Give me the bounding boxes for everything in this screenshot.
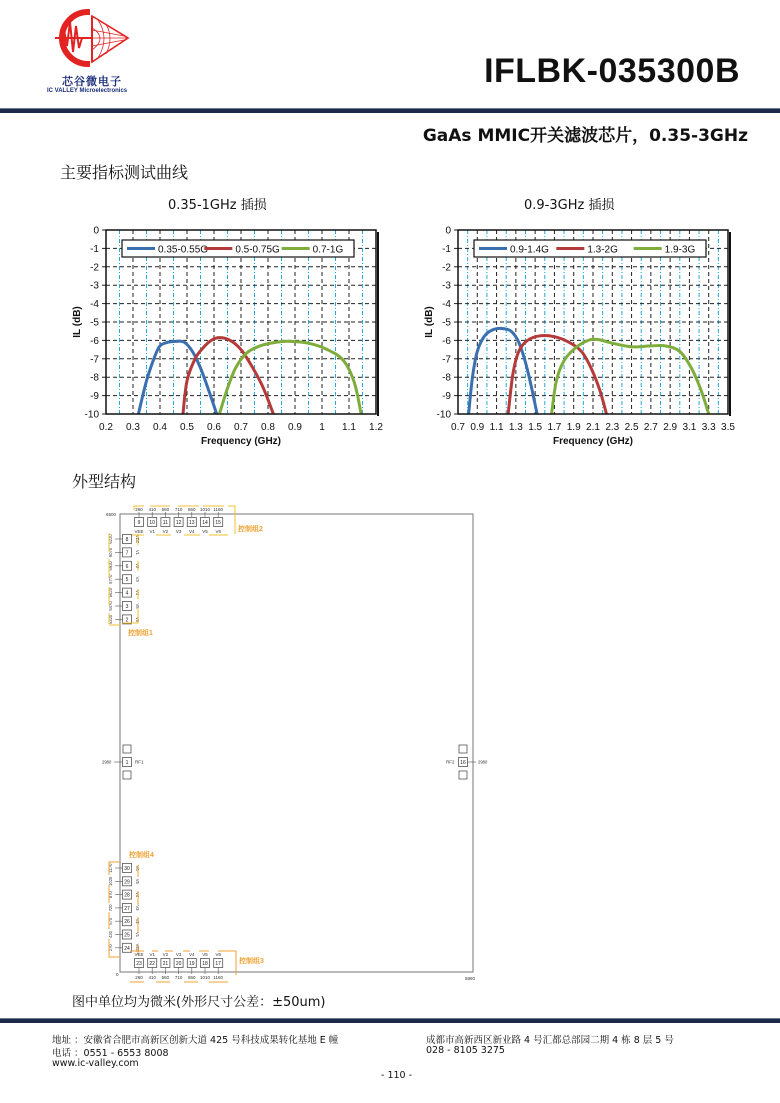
svg-text:VEE: VEE (134, 952, 144, 957)
svg-text:420: 420 (108, 931, 113, 938)
svg-text:V2: V2 (162, 952, 169, 957)
svg-text:0.7: 0.7 (451, 422, 465, 433)
svg-text:5: 5 (125, 577, 129, 584)
svg-text:-5: -5 (442, 317, 451, 329)
svg-text:410: 410 (148, 975, 156, 980)
svg-text:0.7: 0.7 (234, 422, 248, 433)
svg-text:-7: -7 (442, 354, 451, 366)
svg-text:控制组1: 控制组1 (128, 630, 153, 637)
svg-text:0.7-1G: 0.7-1G (312, 244, 344, 256)
svg-text:24: 24 (124, 945, 130, 952)
svg-text:17: 17 (215, 961, 221, 967)
svg-text:-2: -2 (442, 262, 451, 274)
svg-text:22: 22 (149, 961, 155, 967)
page-number: - 110 - (381, 1070, 413, 1081)
svg-text:1: 1 (125, 760, 129, 766)
svg-text:18: 18 (202, 961, 208, 967)
svg-text:870: 870 (108, 891, 113, 899)
svg-text:26: 26 (124, 919, 130, 926)
svg-text:2980: 2980 (478, 759, 488, 765)
svg-text:V1: V1 (149, 952, 155, 957)
address-chengdu: 成都市高新西区新业路 4 号汇都总部园二期 4 栋 8 层 5 号 (426, 1035, 674, 1046)
svg-text:0.9: 0.9 (470, 422, 485, 433)
svg-text:2.7: 2.7 (643, 422, 658, 433)
svg-text:V2: V2 (135, 563, 140, 569)
svg-text:1.3: 1.3 (508, 422, 523, 433)
svg-text:2: 2 (125, 617, 129, 624)
svg-text:V4: V4 (135, 590, 140, 596)
svg-text:27: 27 (124, 905, 130, 912)
curves-section-title: 主要指标测试曲线 (60, 163, 189, 182)
svg-text:0.9: 0.9 (288, 422, 302, 433)
svg-text:V6: V6 (215, 952, 221, 957)
svg-text:V6: V6 (215, 529, 221, 534)
svg-text:10: 10 (149, 520, 155, 526)
chip-outline-drawing (100, 505, 490, 983)
svg-text:V6: V6 (135, 865, 140, 871)
footer-divider (0, 1018, 780, 1023)
svg-text:V3: V3 (135, 905, 140, 911)
svg-text:7: 7 (125, 550, 129, 557)
svg-text:V4: V4 (189, 952, 195, 957)
svg-text:0: 0 (93, 225, 99, 237)
svg-text:1160: 1160 (213, 507, 224, 512)
svg-text:21: 21 (162, 961, 169, 967)
svg-text:30: 30 (124, 866, 130, 872)
svg-text:5770: 5770 (108, 574, 113, 584)
svg-text:1: 1 (319, 422, 325, 433)
svg-text:2.3: 2.3 (605, 422, 620, 433)
svg-text:1170: 1170 (108, 863, 113, 873)
svg-text:VEE: VEE (135, 943, 140, 952)
svg-text:9: 9 (137, 520, 141, 526)
svg-text:3.3: 3.3 (701, 422, 716, 433)
svg-text:-4: -4 (442, 299, 451, 311)
svg-text:1.5: 1.5 (528, 422, 543, 433)
svg-text:VEE: VEE (134, 529, 144, 534)
svg-text:0.5: 0.5 (180, 422, 194, 433)
svg-text:-5: -5 (90, 317, 99, 329)
svg-text:15: 15 (215, 520, 221, 526)
svg-text:3.1: 3.1 (682, 422, 697, 433)
svg-text:-9: -9 (90, 391, 99, 403)
svg-text:0: 0 (445, 225, 451, 237)
svg-text:1.1: 1.1 (342, 422, 356, 433)
svg-text:V5: V5 (135, 603, 140, 609)
svg-text:-10: -10 (84, 409, 99, 421)
svg-text:-1: -1 (442, 243, 451, 255)
svg-text:19: 19 (189, 961, 195, 967)
part-number: IFLBK-035300B (484, 52, 740, 90)
svg-text:860: 860 (188, 975, 196, 980)
svg-text:V3: V3 (175, 952, 182, 957)
svg-text:0: 0 (116, 972, 119, 977)
svg-text:V2: V2 (135, 918, 140, 924)
svg-text:260: 260 (135, 975, 143, 980)
chart2-title: 0.9-3GHz 插损 (524, 198, 615, 213)
svg-text:Frequency (GHz): Frequency (GHz) (200, 436, 282, 447)
svg-text:1.1: 1.1 (489, 422, 504, 433)
svg-text:0.35-0.55G: 0.35-0.55G (158, 244, 209, 256)
svg-text:0.4: 0.4 (153, 422, 167, 433)
svg-text:控制组2: 控制组2 (238, 526, 263, 533)
svg-text:0.5-0.75G: 0.5-0.75G (235, 244, 280, 256)
chart-il-low-band (70, 220, 390, 455)
svg-text:-3: -3 (90, 280, 99, 292)
svg-text:0.3: 0.3 (126, 422, 140, 433)
phone-hefei: 电话 ：0551 - 6553 8008 (52, 1048, 169, 1059)
svg-text:V1: V1 (135, 549, 140, 555)
svg-text:-9: -9 (442, 391, 451, 403)
svg-text:1010: 1010 (199, 975, 211, 980)
svg-text:28: 28 (124, 892, 130, 899)
svg-text:-10: -10 (436, 409, 451, 421)
outline-section-title: 外型结构 (72, 472, 137, 491)
phone-chengdu: 028 - 8105 3275 (426, 1045, 505, 1056)
svg-text:V5: V5 (135, 878, 140, 884)
svg-text:560: 560 (161, 507, 170, 512)
svg-text:6500: 6500 (106, 512, 117, 517)
svg-text:1.2: 1.2 (369, 422, 383, 433)
svg-text:2.5: 2.5 (624, 422, 639, 433)
svg-text:1160: 1160 (213, 975, 224, 980)
chart1-title: 0.35-1GHz 插损 (168, 198, 267, 213)
website-link[interactable]: www.ic-valley.com (52, 1058, 139, 1069)
svg-text:2.9: 2.9 (663, 422, 678, 433)
svg-text:-2: -2 (90, 262, 99, 274)
svg-text:5620: 5620 (108, 587, 113, 598)
svg-text:1.3-2G: 1.3-2G (587, 244, 618, 256)
svg-text:1020: 1020 (108, 876, 113, 886)
svg-text:5860: 5860 (465, 976, 476, 981)
svg-text:3: 3 (125, 604, 129, 610)
svg-text:720: 720 (108, 904, 113, 912)
svg-text:2.1: 2.1 (586, 422, 600, 433)
svg-text:VEE: VEE (135, 534, 140, 544)
logo-cn-text: 芯谷微电子 (62, 75, 122, 88)
svg-text:860: 860 (188, 507, 196, 512)
svg-text:-8: -8 (90, 372, 99, 384)
svg-text:V6: V6 (135, 616, 140, 622)
svg-text:-3: -3 (442, 280, 451, 292)
logo-en-text: IC VALLEY Microelectronics (47, 88, 128, 94)
svg-text:-6: -6 (442, 335, 451, 347)
product-subtitle: GaAs MMIC开关滤波芯片，0.35-3GHz (422, 126, 748, 146)
svg-text:710: 710 (174, 507, 183, 512)
svg-text:6: 6 (125, 563, 129, 570)
svg-text:V4: V4 (189, 529, 195, 534)
svg-text:560: 560 (161, 975, 170, 980)
svg-text:1.9-3G: 1.9-3G (664, 244, 696, 256)
svg-text:5320: 5320 (108, 614, 113, 625)
svg-text:16: 16 (460, 760, 466, 766)
svg-text:0.6: 0.6 (207, 422, 221, 433)
svg-text:控制组3: 控制组3 (239, 958, 264, 965)
units-note: 图中单位均为微米(外形尺寸公差：±50um) (72, 995, 326, 1010)
svg-text:570: 570 (108, 917, 113, 925)
svg-text:14: 14 (202, 520, 208, 526)
svg-text:Frequency (GHz): Frequency (GHz) (552, 436, 634, 447)
svg-text:1.9: 1.9 (566, 422, 581, 433)
svg-text:RF1: RF1 (135, 759, 144, 765)
svg-text:-4: -4 (90, 299, 99, 311)
svg-text:IL (dB): IL (dB) (72, 306, 83, 338)
svg-text:控制组4: 控制组4 (129, 852, 154, 859)
svg-text:0.2: 0.2 (99, 422, 113, 433)
svg-text:V3: V3 (175, 529, 182, 534)
svg-text:5920: 5920 (108, 561, 113, 571)
chart-il-high-band (412, 220, 752, 455)
svg-text:V5: V5 (202, 529, 208, 534)
svg-text:-8: -8 (442, 372, 451, 384)
svg-text:V1: V1 (135, 931, 140, 938)
svg-text:23: 23 (136, 961, 142, 967)
svg-text:12: 12 (175, 520, 182, 526)
svg-text:5470: 5470 (108, 601, 113, 611)
svg-text:6070: 6070 (108, 547, 113, 558)
svg-text:-7: -7 (90, 354, 99, 366)
svg-text:0.8: 0.8 (261, 422, 275, 433)
svg-text:8: 8 (125, 537, 129, 543)
header-divider (0, 108, 780, 113)
svg-text:410: 410 (148, 507, 156, 512)
svg-text:RF2: RF2 (446, 759, 455, 765)
svg-text:270: 270 (108, 944, 113, 952)
svg-text:260: 260 (135, 507, 143, 512)
svg-text:V3: V3 (135, 576, 140, 582)
svg-text:-1: -1 (90, 243, 99, 255)
svg-text:1010: 1010 (199, 507, 211, 512)
svg-text:11: 11 (162, 520, 169, 526)
svg-text:0.9-1.4G: 0.9-1.4G (510, 244, 549, 256)
svg-text:25: 25 (124, 932, 130, 939)
svg-text:2980: 2980 (102, 759, 112, 765)
svg-text:4: 4 (125, 590, 129, 597)
svg-text:IL (dB): IL (dB) (424, 306, 435, 338)
svg-text:V4: V4 (135, 892, 140, 898)
svg-text:13: 13 (189, 520, 195, 526)
svg-text:6220: 6220 (108, 534, 113, 544)
address-hefei: 地址 ：安徽省合肥市高新区创新大道 425 号科技成果转化基地 E 幢 (52, 1035, 339, 1046)
svg-text:29: 29 (124, 879, 130, 886)
svg-text:-6: -6 (90, 335, 99, 347)
svg-text:20: 20 (175, 961, 182, 967)
svg-text:710: 710 (174, 975, 183, 980)
svg-text:V1: V1 (149, 529, 155, 534)
svg-text:1.7: 1.7 (547, 422, 562, 433)
svg-text:V2: V2 (162, 529, 169, 534)
svg-text:3.5: 3.5 (721, 422, 735, 433)
svg-text:V5: V5 (202, 952, 208, 957)
